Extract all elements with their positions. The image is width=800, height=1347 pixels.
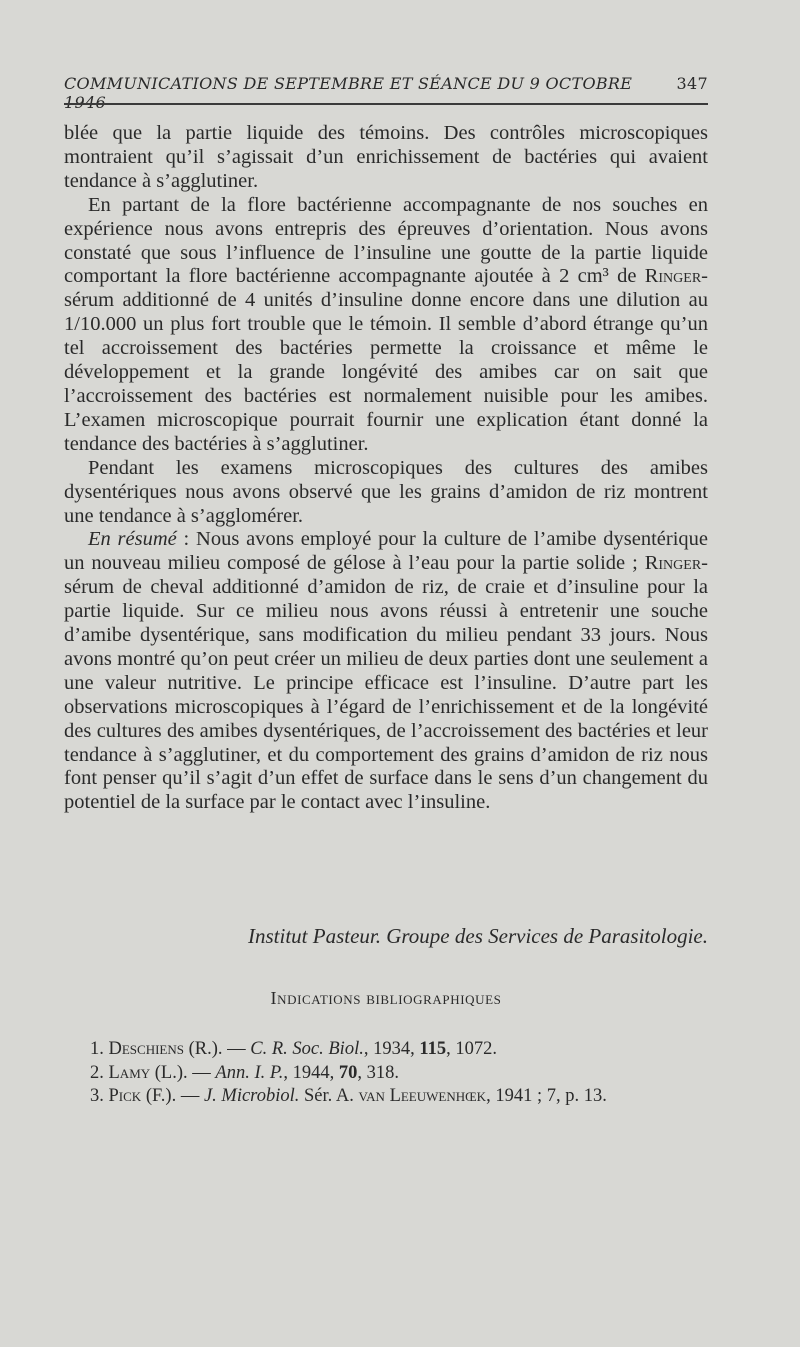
running-title: COMMUNICATIONS DE SEPTEMBRE ET SÉANCE DU 9 OCTOBRE [64,74,633,93]
article-body [64,122,708,815]
reference-item: 2. Lamy (L.). — Ann. I. P., 1944, 70, 318. [90,1062,400,1083]
reference-item: 3. Pick (F.). — J. Microbiol. Sér. A. van Leeuwenhœk, 1941 ; 7, p. 13. [90,1086,607,1106]
paragraph-4-summary: En résumé : Nous avons employé pour la culture de l’amibe dysentérique un nouveau milieu composé de gélose à l’eau pour la partie solide ; Ringer-sérum de cheval additionné d’amidon de riz, de craie et d’insuline pour la partie liquide. Sur ce milieu nous avons réussi à entretenir une souche d’amibe dysentérique, sans modification du milieu pendant 33 jours. Nous avons montré qu’on peut créer un milieu de deux parties dont une seulement a une valeur nutritive. Le principe efficace est l’insuline. D’autre part les observations microscopiques à l’égard de l’enrichissement et de la longévité des cultures des amibes dysentériques, de l’accroissement des bactéries et leur tendance à s’agglutiner, et du comportement des grains d’amidon de riz nous font penser qu’il s’agit d’un effet de surface dans le sens d’un changement du potentiel de la surface par le contact avec l’insuline. [64,528,708,814]
paragraph-3: Pendant les examens microscopiques des cultures des amibes dysentériques nous avons observé que les grains d’amidon de riz montrent une tendance à s’agglomérer. [64,456,708,527]
ringer-name: Ringer [644,265,702,288]
ringer-name: Ringer [644,552,702,575]
running-header [64,74,708,112]
summary-lead: En résumé [88,528,177,551]
affiliation: Institut Pasteur. Groupe des Services de Parasitologie. [248,924,708,948]
reference-list [90,1038,730,1109]
header-rule [64,103,708,105]
page-number: 347 [676,74,708,93]
bibliography-title: Indications bibliographiques [270,988,502,1008]
reference-item: 1. Deschiens (R.). — C. R. Soc. Biol., 1934, 115, 1072. [90,1039,497,1059]
paragraph-1: blée que la partie liquide des témoins. Des contrôles microscopiques montraient qu’il s’agissait d’un enrichissement de bactéries qui avaient tendance à s’agglutiner. [64,122,708,192]
paragraph-2: En partant de la flore bactérienne accompagnante de nos souches en expérience nous avons entrepris des épreuves d’orientation. Nous avons constaté que sous l’influence de l’insuline une goutte de la partie liquide comportant la flore bactérienne accompagnante ajoutée à 2 cm³ de Ringer-sérum additionné de 4 unités d’insuline donne encore dans une dilution au 1/10.000 un plus fort trouble que le témoin. Il semble d’abord étrange qu’un tel accroissement des bactéries permette la croissance et même le développement et la grande longévité des amibes car on sait que l’accroissement des bactéries est normalement nuisible pour les amibes. L’examen microscopique pourrait fournir une explication étant donné la tendance des bactéries à s’agglutiner. [64,193,708,455]
